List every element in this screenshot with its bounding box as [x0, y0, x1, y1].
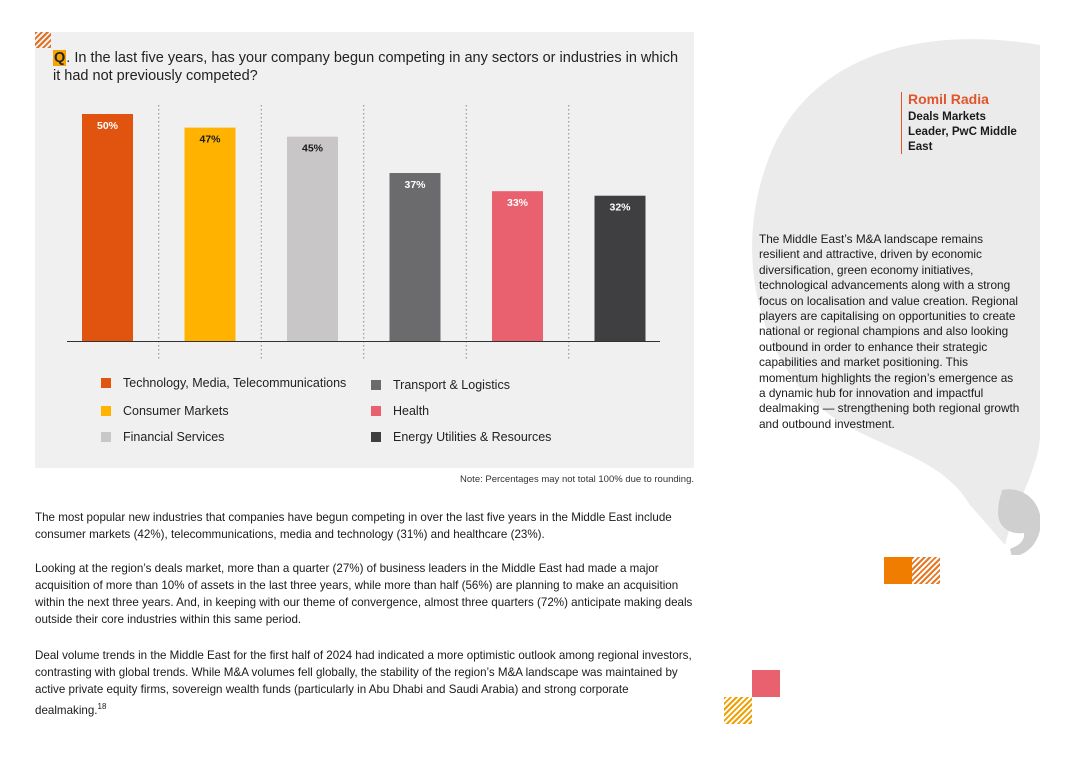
- bar-value-label: 45%: [301, 142, 324, 155]
- legend-label: Financial Services: [123, 430, 225, 444]
- legend-label: Transport & Logistics: [393, 378, 510, 392]
- legend-item: [371, 430, 551, 444]
- body-paragraph-text: Deal volume trends in the Middle East for the first half of 2024 had indicated a more optimistic outlook among regional investors, contrasting with global trends. While M&A volumes fell globally, the stability of the region’s M&A landscape was maintained by active private equity firms, sovereign wealth funds (particularly in Abu Dhabi and Saudi Arabia) and strong corporate dealmaking.: [35, 649, 692, 717]
- hatch-decoration: [724, 697, 752, 724]
- body-paragraph: The most popular new industries that companies have begun competing in over the last five years in the Middle East include consumer markets (42%), telecommunications, media and technology (31%) and healthcare (23%).: [35, 511, 672, 541]
- legend-swatch: [371, 380, 381, 390]
- legend-label: Technology, Media, Telecommunications: [123, 376, 347, 390]
- legend-swatch: [101, 406, 111, 416]
- closing-quote-icon: [998, 489, 1040, 555]
- quote-body: The Middle East’s M&A landscape remains resilient and attractive, driven by economic diversification, green economy initiatives, technological advancements along with a strong focus on localisation and value creation. Regional players are capitalising on opportunities to create national or regional champions and also looking outbound in order to enhance their strategic capabilities and market positioning. This momentum highlights the region’s emergence as a dynamic hub for innovation and impactful dealmaking — strengthening both regional growth and outbound investment.: [759, 232, 1020, 431]
- legend-swatch: [101, 378, 111, 388]
- legend-item: [101, 430, 224, 444]
- chart-note: Note: Percentages may not total 100% due to rounding.: [460, 474, 694, 485]
- legend-item: [101, 404, 229, 418]
- bar: [82, 114, 133, 341]
- bar: [595, 196, 646, 341]
- bar-value-label: 50%: [96, 120, 119, 132]
- legend-label: Health: [393, 404, 430, 418]
- hatch-decoration: [912, 557, 940, 584]
- legend-swatch: [101, 432, 111, 442]
- bar: [390, 173, 441, 341]
- bar: [185, 128, 236, 341]
- legend-swatch: [371, 406, 381, 416]
- bar-value-label: 33%: [506, 197, 529, 210]
- question-marker: Q: [54, 50, 66, 66]
- quote-rule: [901, 92, 902, 154]
- legend-label: Consumer Markets: [123, 404, 229, 418]
- bar: [287, 137, 338, 341]
- legend-item: [371, 404, 429, 418]
- quote-author-role: Deals Markets Leader, PwC Middle East: [908, 110, 1017, 153]
- question-text: . In the last five years, has your company begun competing in any sectors or industries in which it had not previously competed?: [53, 50, 679, 84]
- pink-square-decoration: [752, 670, 780, 697]
- legend-swatch: [371, 432, 381, 442]
- bar: [492, 191, 543, 341]
- body-paragraph: Looking at the region’s deals market, more than a quarter (27%) of business leaders in the Middle East had made a major acquisition of more than 10% of assets in the last three years, while more than half (56%) are planning to make an acquisition within the next three years. And, in keeping with our theme of convergence, almost three quarters (72%) anticipate making deals outside their core industries within this same period.: [35, 562, 693, 626]
- body-paragraph: [35, 647, 700, 719]
- legend-label: Energy Utilities & Resources: [393, 430, 552, 444]
- bar-chart: [35, 32, 694, 372]
- orange-square-decoration: [884, 557, 912, 584]
- bar-value-label: 32%: [609, 201, 631, 214]
- legend-item: [371, 378, 510, 392]
- legend-item: [101, 376, 346, 390]
- footnote-ref: 18: [97, 702, 107, 711]
- bar-value-label: 37%: [404, 179, 426, 192]
- quote-author-name: Romil Radia: [908, 91, 989, 107]
- bar-value-label: 47%: [199, 133, 221, 146]
